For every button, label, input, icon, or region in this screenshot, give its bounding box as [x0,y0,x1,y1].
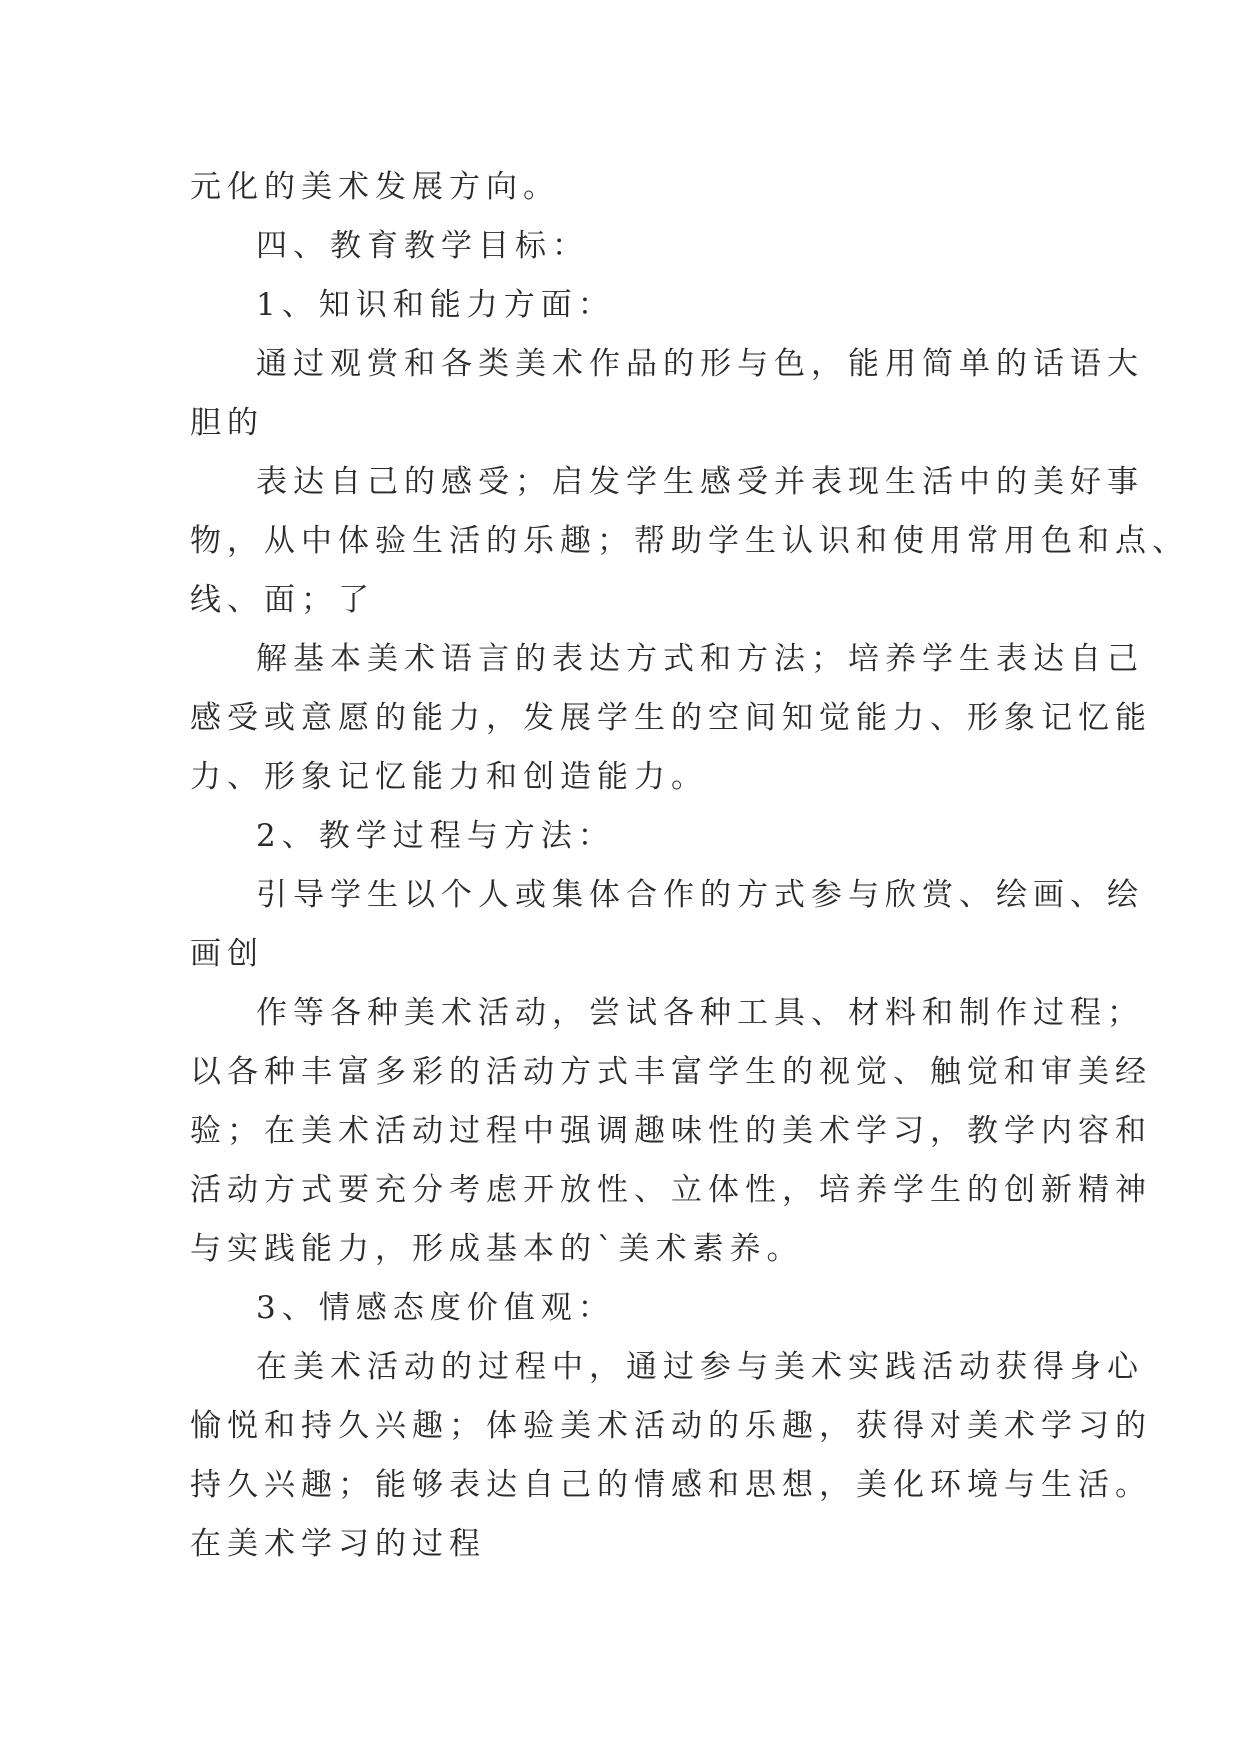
text-line: 愉悦和持久兴趣；体验美术活动的乐趣，获得对美术学习的 [190,1408,1152,1444]
document-body [190,158,1189,1574]
text-line: 验；在美术活动过程中强调趣味性的美术学习，教学内容和 [190,1113,1152,1149]
subsection-heading: 1、知识和能力方面： [256,287,615,323]
text-line: 力、形象记忆能力和创造能力。 [190,759,708,795]
text-line: 与实践能力，形成基本的`美术素养。 [190,1231,804,1267]
text-line: 线、面；了 [190,582,375,618]
text-line: 感受或意愿的能力，发展学生的空间知觉能力、形象记忆能 [190,700,1152,736]
text-line: 在美术活动的过程中，通过参与美术实践活动获得身心 [256,1349,1144,1385]
text-line: 活动方式要充分考虑开放性、立体性，培养学生的创新精神 [190,1172,1152,1208]
text-line: 通过观赏和各类美术作品的形与色，能用简单的话语大 [256,346,1144,382]
text-line: 在美术学习的过程 [190,1526,486,1562]
subsection-heading: 2、教学过程与方法： [256,818,615,854]
section-heading: 四、教育教学目标： [256,228,589,264]
text-line: 元化的美术发展方向。 [190,169,560,205]
text-line: 画创 [190,936,264,972]
text-line: 引导学生以个人或集体合作的方式参与欣赏、绘画、绘 [256,877,1144,913]
text-line: 作等各种美术活动，尝试各种工具、材料和制作过程； [256,995,1144,1031]
text-line: 解基本美术语言的表达方式和方法；培养学生表达自己 [256,641,1144,677]
text-line: 胆的 [190,405,264,441]
text-line: 物，从中体验生活的乐趣；帮助学生认识和使用常用色和点、 [190,523,1189,559]
text-line: 表达自己的感受；启发学生感受并表现生活中的美好事 [256,464,1144,500]
subsection-heading: 3、情感态度价值观： [256,1290,615,1326]
text-line: 持久兴趣；能够表达自己的情感和思想，美化环境与生活。 [190,1467,1152,1503]
text-line: 以各种丰富多彩的活动方式丰富学生的视觉、触觉和审美经 [190,1054,1152,1090]
